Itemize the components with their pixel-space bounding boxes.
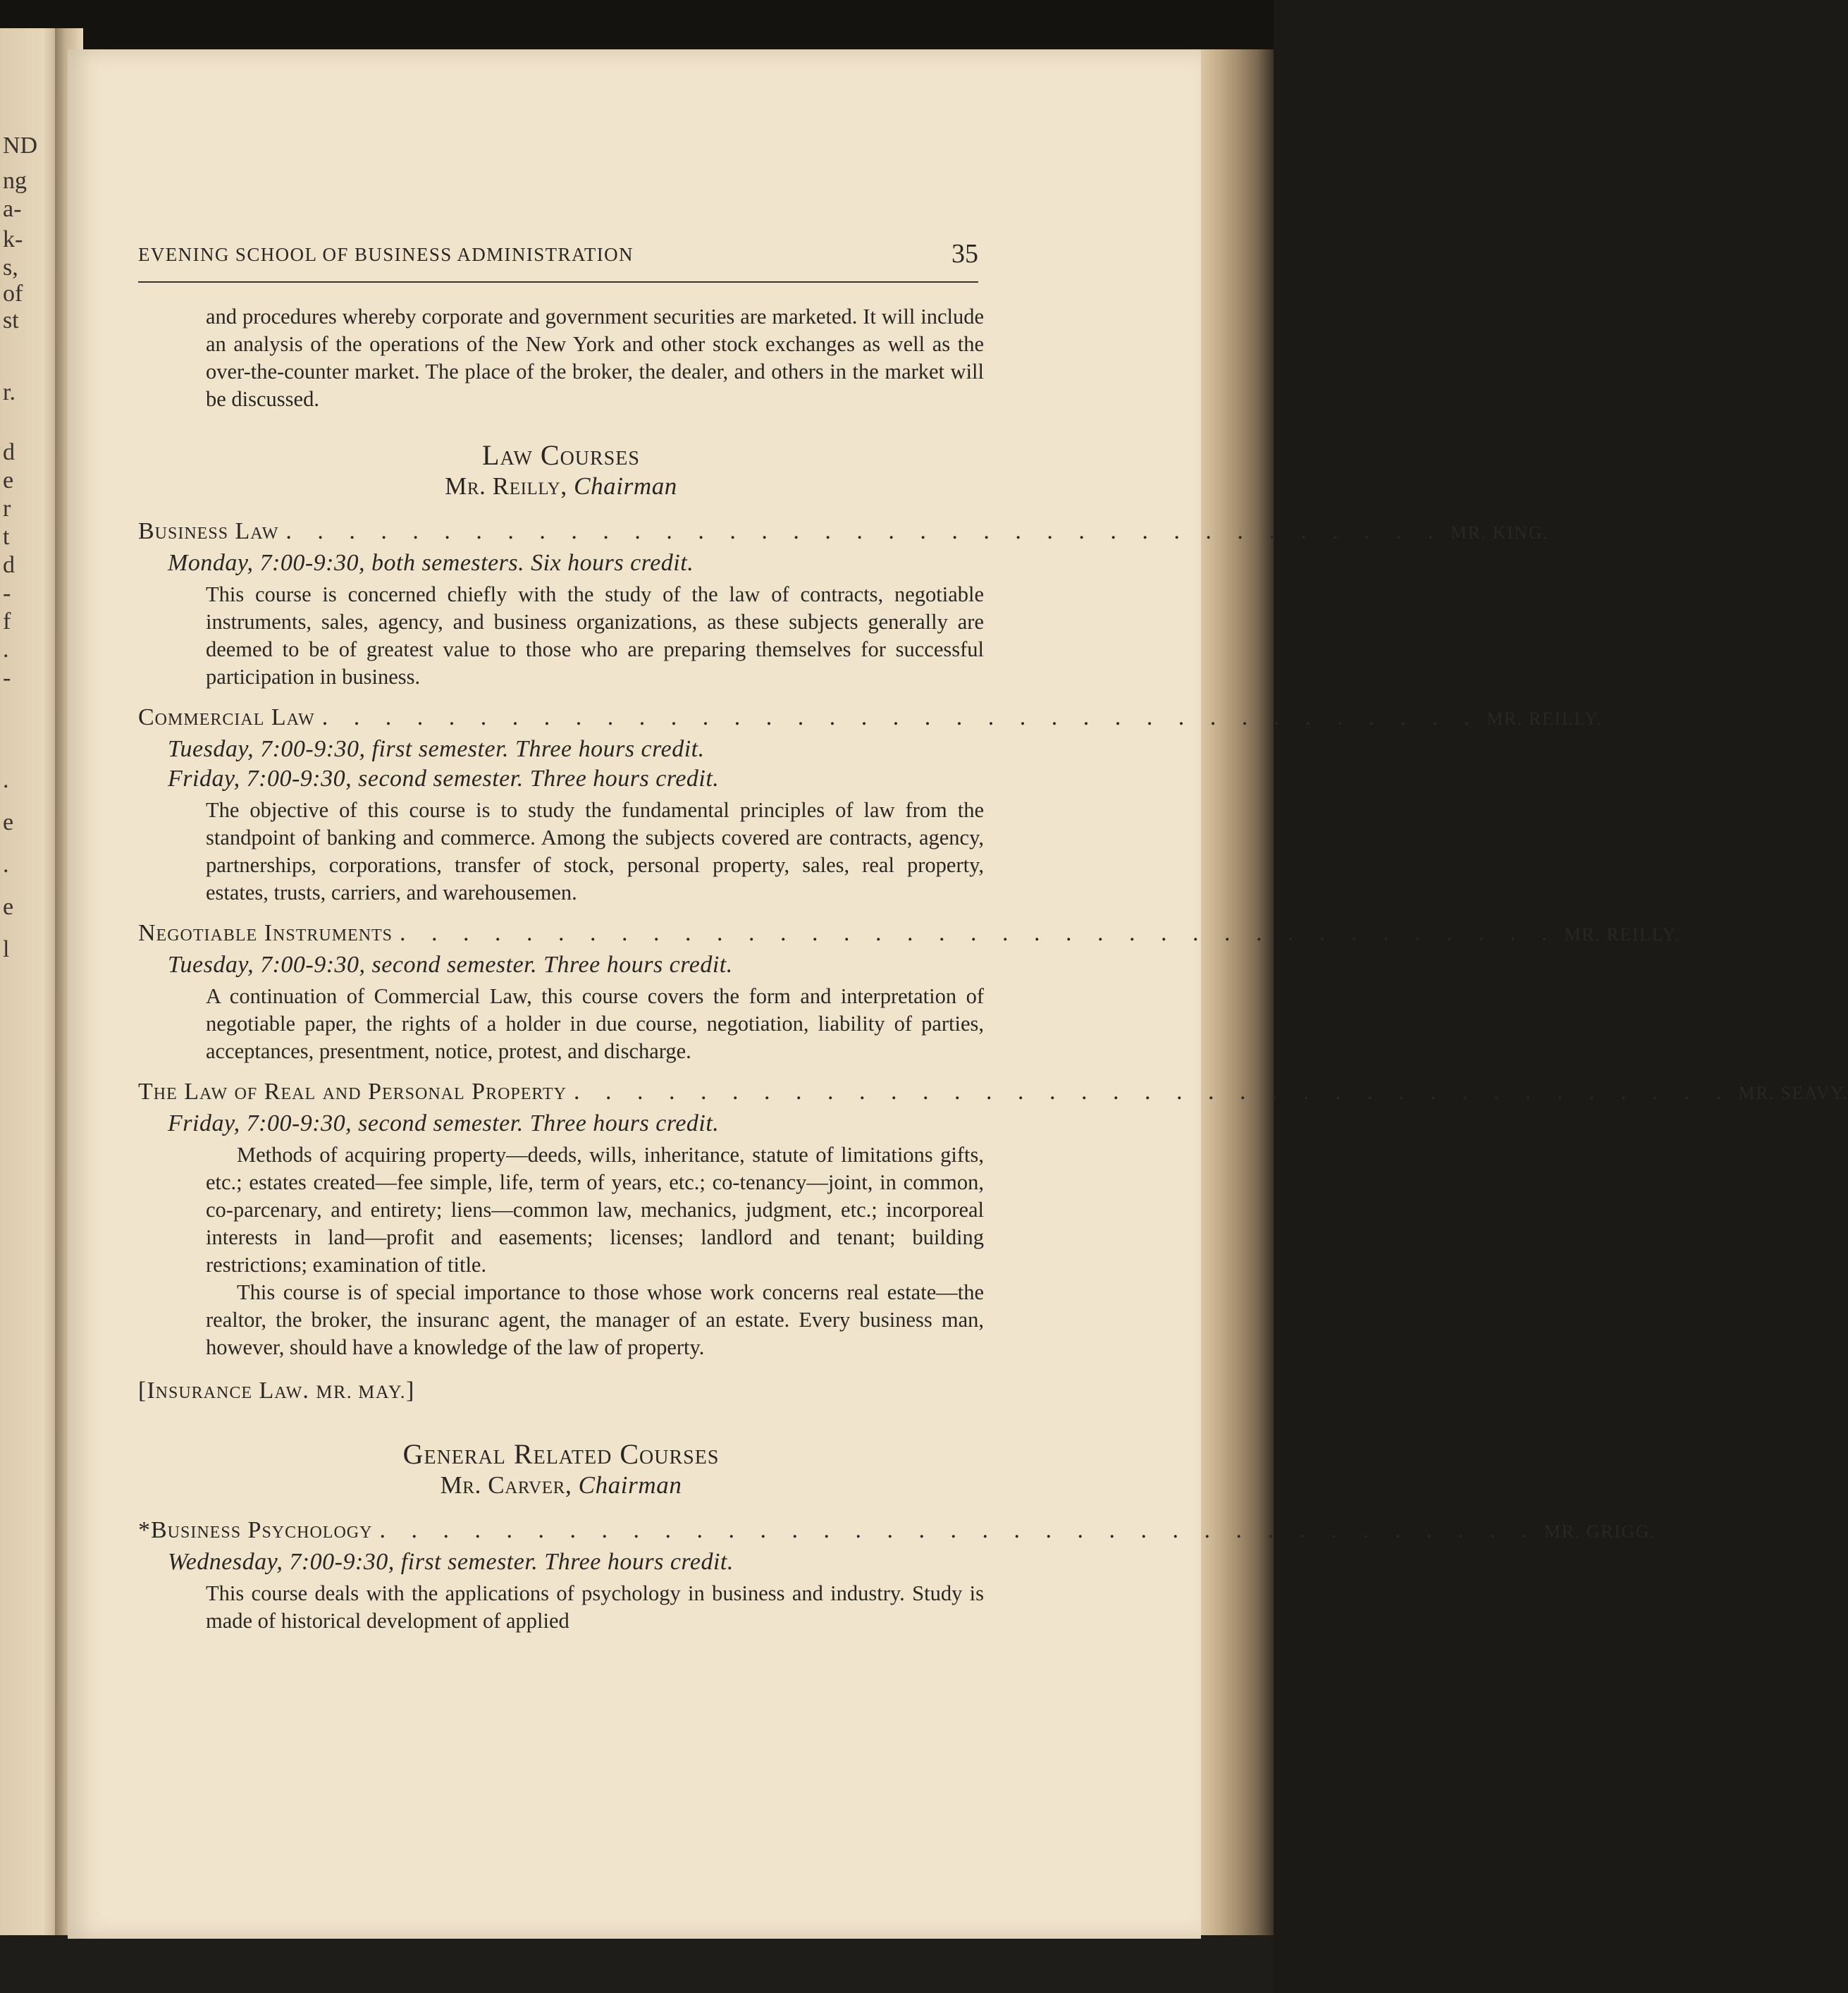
course-title: Insurance Law. [147,1378,309,1404]
course-instructor: MR. GRIGG. [1544,1521,1656,1542]
left-page-fragment: l [3,936,10,962]
course-heading [138,516,1549,548]
chair-role: Chairman [574,472,677,500]
course-schedule: Friday, 7:00-9:30, second semester. Three hours credit. [168,766,720,792]
course-schedule: Monday, 7:00-9:30, both semesters. Six hours credit. [168,550,694,576]
left-page-fragment: d [3,439,15,465]
left-page-fragment: . [3,767,9,793]
course-business-law [138,516,1549,691]
course-title: The Law of Real and Personal Property [138,1079,567,1105]
left-page-fragment: t [3,524,10,550]
dot-leader: . . . . . . . . . . . . . . . . . . . . . . . . . . . . . . . . . . . . . [379,1517,1537,1543]
running-header [138,238,978,281]
course-description: Methods of acquiring property—deeds, wills, inheritance, statute of limitations gifts, etc.; estates created—fee simple, life, term of years, etc.; co-tenancy—joint, in common, co-parcenary, and entirety; liens—common law, mechanics, judgment, etc.; incorporeal interests in land—profit and easements; licenses; landlord and tenant; building restrictions; examination of title. [206,1143,984,1277]
course-insurance-law [138,1375,984,1408]
course-instructor: MR. REILLY. [1486,709,1603,729]
left-page-fragment: ng [3,168,27,194]
course-title: *Business Psychology [138,1517,373,1543]
section-title-general: General Related Courses [402,1438,720,1470]
left-page-fragment: k- [3,226,23,252]
page-number: 35 [951,239,978,269]
course-heading [138,1077,1848,1109]
running-header-title: EVENING SCHOOL OF BUSINESS ADMINISTRATION [138,244,634,265]
scan-background-top [0,0,1274,49]
course-heading [138,918,1680,950]
course-description: This course is concerned chiefly with the study of the law of contracts, negotiable instruments, sales, agency, and business organizations, as these subjects generally are deemed to be of greatest value to those who are preparing themselves for successful participation in business. [206,582,984,689]
course-negotiable-instruments [138,918,1680,1065]
course-real-personal-property [138,1077,1848,1361]
course-schedule: Tuesday, 7:00-9:30, first semester. Three hours credit. [168,736,705,762]
left-page-fragment: s, [3,255,18,281]
book-page-edges [1191,49,1274,1946]
course-title: Business Law [138,518,279,544]
left-page-fragment: of [3,281,23,307]
bracket-close: ] [406,1378,415,1404]
bracket-open: [ [138,1378,147,1404]
course-schedule: Tuesday, 7:00-9:30, second semester. Three hours credit. [168,952,733,978]
left-page-fragment: e [3,467,14,493]
left-page-fragment: . [3,637,9,663]
course-schedule: Friday, 7:00-9:30, second semester. Three hours credit. [168,1110,720,1136]
course-commercial-law [138,702,1603,907]
course-heading [138,702,1603,735]
page-content [138,303,1848,1635]
dot-leader: . . . . . . . . . . . . . . . . . . . . . . . . . . . . . . . . . . . . . [285,518,1443,544]
left-facing-page [0,28,62,1942]
left-page-fragment: e [3,894,14,920]
chair-role: Chairman [578,1471,682,1499]
course-title: Commercial Law [138,704,315,730]
section-chair-law [138,472,984,501]
course-description: The objective of this course is to study the fundamental principles of law from the standpoint of banking and commerce. Among the subjects covered are contracts, agency, partnerships, corporations, transfer of stock, personal property, sales, real property, estates, trusts, carriers, and warehousemen. [206,798,984,904]
left-page-fragment: - [3,665,11,691]
left-page-fragment: d [3,552,15,578]
chair-name: Mr. Reilly, [445,472,567,500]
header-rule [138,281,978,283]
course-heading [138,1515,1656,1547]
chair-name: Mr. Carver, [440,1471,572,1499]
course-description: A continuation of Commercial Law, this course covers the form and interpretation of negotiable paper, the rights of a holder in due course, negotiation, liability of parties, acceptances, presentment, notice, protest, and discharge. [206,984,984,1063]
dot-leader: . . . . . . . . . . . . . . . . . . . . . . . . . . . . . . . . . . . . . [574,1079,1732,1105]
left-page-fragment: a- [3,196,22,222]
left-page-fragment: st [3,307,19,333]
course-description: This course is of special importance to those whose work concerns real estate—the realtor, the broker, the insuranc agent, the manager of an estate. Every business man, however, should have a knowledge of the law of property. [206,1280,984,1359]
dot-leader: . . . . . . . . . . . . . . . . . . . . . . . . . . . . . . . . . . . . . [400,920,1558,946]
left-page-fragment: e [3,809,14,835]
left-page-fragment: . [3,852,9,878]
left-page-fragment: f [3,608,11,634]
dot-leader: . . . . . . . . . . . . . . . . . . . . . . . . . . . . . . . . . . . . . [321,704,1480,730]
course-business-psychology [138,1515,1656,1635]
course-schedule: Wednesday, 7:00-9:30, first semester. Three hours credit. [168,1549,734,1575]
course-instructor: MR. MAY. [316,1382,407,1402]
intro-paragraph: and procedures whereby corporate and government securities are marketed. It will include an analysis of the operations of the New York and other stock exchanges as well as the over-the-counter market. The place of the broker, the dealer, and others in the market will be discussed. [206,305,984,411]
left-page-fragment: r. [3,379,16,405]
scan-background-bottom [0,1935,1274,1993]
left-page-fragment: r [3,496,11,522]
course-instructor: MR. REILLY. [1564,924,1680,945]
left-page-fragment: - [3,580,11,606]
section-chair-general [138,1471,984,1500]
section-title-law: Law Courses [482,439,640,471]
course-instructor: MR. SEAVY. [1738,1083,1848,1103]
course-title: Negotiable Instruments [138,920,393,946]
course-description: This course deals with the applications of psychology in business and industry. Study is made of historical development of applied [206,1581,984,1633]
left-page-fragment: ND [3,133,38,159]
course-instructor: MR. KING. [1450,522,1549,543]
